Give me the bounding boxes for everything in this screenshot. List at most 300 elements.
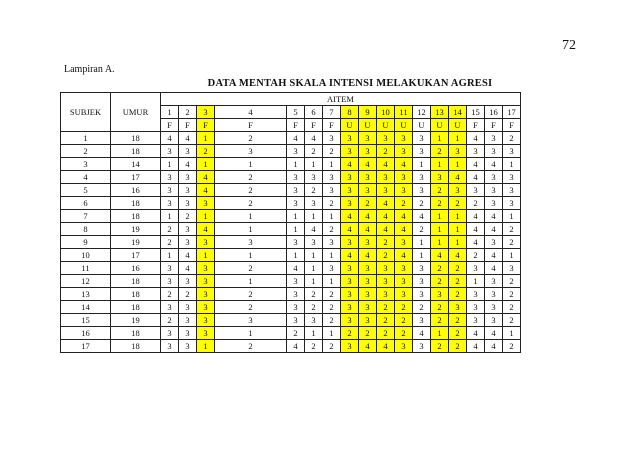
subject-cell: 2 (61, 145, 111, 158)
score-cell: 3 (179, 145, 197, 158)
table-row (61, 262, 521, 275)
score-cell: 3 (161, 275, 179, 288)
subject-cell: 1 (61, 132, 111, 145)
score-cell: 3 (305, 314, 323, 327)
score-cell: 2 (305, 301, 323, 314)
score-cell: 2 (323, 288, 341, 301)
score-cell: 3 (197, 197, 215, 210)
score-cell: 3 (485, 301, 503, 314)
score-cell: 4 (467, 236, 485, 249)
score-cell: 3 (179, 301, 197, 314)
score-cell: 4 (449, 249, 467, 262)
score-cell: 2 (449, 314, 467, 327)
score-cell: 4 (395, 249, 413, 262)
score-cell: 2 (431, 340, 449, 353)
score-cell: 2 (503, 132, 521, 145)
score-cell: 3 (467, 288, 485, 301)
age-cell: 18 (111, 210, 161, 223)
score-cell: 4 (305, 223, 323, 236)
item-number-header: 12 (413, 106, 431, 119)
subject-cell: 16 (61, 327, 111, 340)
score-cell: 4 (485, 249, 503, 262)
score-cell: 3 (359, 184, 377, 197)
score-cell: 3 (485, 171, 503, 184)
score-cell: 3 (179, 314, 197, 327)
score-cell: 3 (359, 262, 377, 275)
score-cell: 4 (467, 327, 485, 340)
score-cell: 2 (431, 262, 449, 275)
score-cell: 4 (197, 223, 215, 236)
score-cell: 3 (449, 301, 467, 314)
score-cell: 1 (215, 327, 287, 340)
score-cell: 3 (413, 145, 431, 158)
score-cell: 3 (197, 236, 215, 249)
score-cell: 3 (287, 171, 305, 184)
score-cell: 3 (359, 236, 377, 249)
score-cell: 4 (359, 223, 377, 236)
score-cell: 1 (431, 223, 449, 236)
score-cell: 4 (179, 132, 197, 145)
score-cell: 1 (161, 210, 179, 223)
item-number-header: 4 (215, 106, 287, 119)
score-cell: 2 (413, 301, 431, 314)
score-cell: 3 (395, 288, 413, 301)
score-cell: 1 (467, 275, 485, 288)
score-cell: 2 (377, 314, 395, 327)
score-cell: 4 (287, 132, 305, 145)
score-cell: 3 (467, 184, 485, 197)
score-cell: 4 (377, 210, 395, 223)
score-cell: 3 (323, 171, 341, 184)
score-cell: 1 (197, 340, 215, 353)
score-cell: 2 (359, 327, 377, 340)
score-cell: 3 (341, 184, 359, 197)
score-cell: 3 (197, 262, 215, 275)
item-type-header: F (485, 119, 503, 132)
score-cell: 2 (431, 275, 449, 288)
score-cell: 4 (431, 249, 449, 262)
score-cell: 1 (215, 158, 287, 171)
score-cell: 4 (485, 340, 503, 353)
score-cell: 1 (323, 210, 341, 223)
age-cell: 18 (111, 327, 161, 340)
score-cell: 4 (467, 158, 485, 171)
score-cell: 3 (179, 236, 197, 249)
score-cell: 4 (359, 340, 377, 353)
score-cell: 3 (215, 236, 287, 249)
score-cell: 3 (323, 262, 341, 275)
item-number-header: 17 (503, 106, 521, 119)
score-cell: 2 (323, 340, 341, 353)
score-cell: 2 (179, 210, 197, 223)
score-cell: 3 (485, 184, 503, 197)
score-cell: 1 (431, 236, 449, 249)
age-cell: 17 (111, 171, 161, 184)
score-cell: 2 (449, 327, 467, 340)
item-number-header: 7 (323, 106, 341, 119)
score-cell: 3 (179, 184, 197, 197)
item-type-header: F (179, 119, 197, 132)
score-cell: 3 (161, 184, 179, 197)
item-type-header: F (161, 119, 179, 132)
score-cell: 3 (359, 314, 377, 327)
score-cell: 2 (377, 145, 395, 158)
age-cell: 18 (111, 301, 161, 314)
score-cell: 2 (161, 223, 179, 236)
score-cell: 4 (377, 223, 395, 236)
score-cell: 1 (305, 327, 323, 340)
score-cell: 3 (161, 301, 179, 314)
score-cell: 3 (431, 171, 449, 184)
age-cell: 19 (111, 236, 161, 249)
score-cell: 3 (503, 171, 521, 184)
score-cell: 4 (197, 184, 215, 197)
score-cell: 1 (197, 158, 215, 171)
score-cell: 2 (449, 288, 467, 301)
score-cell: 3 (395, 340, 413, 353)
score-cell: 3 (359, 132, 377, 145)
score-cell: 2 (449, 197, 467, 210)
score-cell: 1 (323, 327, 341, 340)
age-cell: 18 (111, 275, 161, 288)
score-cell: 2 (413, 197, 431, 210)
score-cell: 3 (305, 171, 323, 184)
subject-cell: 5 (61, 184, 111, 197)
score-cell: 2 (377, 249, 395, 262)
score-cell: 2 (215, 301, 287, 314)
score-cell: 3 (341, 275, 359, 288)
score-cell: 3 (449, 184, 467, 197)
score-cell: 4 (467, 132, 485, 145)
score-cell: 3 (485, 197, 503, 210)
score-cell: 3 (485, 236, 503, 249)
table-row (61, 327, 521, 340)
subject-cell: 4 (61, 171, 111, 184)
score-cell: 2 (449, 275, 467, 288)
score-cell: 4 (197, 171, 215, 184)
score-cell: 3 (503, 184, 521, 197)
item-number-header: 14 (449, 106, 467, 119)
table-row (61, 145, 521, 158)
age-cell: 16 (111, 262, 161, 275)
score-cell: 1 (305, 249, 323, 262)
score-cell: 1 (323, 158, 341, 171)
score-cell: 4 (377, 197, 395, 210)
score-cell: 2 (395, 314, 413, 327)
item-type-header: F (503, 119, 521, 132)
score-cell: 3 (413, 340, 431, 353)
table-row (61, 223, 521, 236)
score-cell: 2 (503, 340, 521, 353)
score-cell: 3 (323, 236, 341, 249)
score-cell: 1 (215, 210, 287, 223)
score-cell: 2 (215, 197, 287, 210)
score-cell: 2 (323, 314, 341, 327)
score-cell: 2 (503, 288, 521, 301)
score-cell: 1 (305, 158, 323, 171)
score-cell: 3 (341, 171, 359, 184)
score-cell: 3 (161, 327, 179, 340)
score-cell: 3 (377, 262, 395, 275)
item-type-header: F (215, 119, 287, 132)
score-cell: 2 (215, 184, 287, 197)
score-cell: 1 (323, 249, 341, 262)
score-cell: 2 (359, 197, 377, 210)
age-cell: 17 (111, 249, 161, 262)
score-cell: 1 (431, 158, 449, 171)
score-cell: 3 (341, 236, 359, 249)
score-cell: 3 (485, 275, 503, 288)
score-cell: 3 (377, 171, 395, 184)
table-row (61, 340, 521, 353)
score-cell: 3 (161, 262, 179, 275)
header-subject: SUBJEK (61, 93, 111, 132)
subject-cell: 9 (61, 236, 111, 249)
score-cell: 3 (215, 314, 287, 327)
score-cell: 2 (323, 301, 341, 314)
subject-cell: 14 (61, 301, 111, 314)
score-cell: 3 (179, 340, 197, 353)
score-cell: 2 (377, 327, 395, 340)
score-cell: 1 (431, 132, 449, 145)
table-row (61, 236, 521, 249)
age-cell: 14 (111, 158, 161, 171)
score-cell: 2 (449, 262, 467, 275)
score-cell: 2 (449, 340, 467, 353)
score-cell: 3 (341, 288, 359, 301)
score-cell: 3 (287, 197, 305, 210)
score-cell: 1 (449, 223, 467, 236)
table-row (61, 171, 521, 184)
score-cell: 2 (215, 288, 287, 301)
score-cell: 1 (431, 327, 449, 340)
score-cell: 3 (395, 184, 413, 197)
score-cell: 2 (503, 314, 521, 327)
score-cell: 3 (287, 275, 305, 288)
table-body (61, 93, 521, 353)
item-number-header: 13 (431, 106, 449, 119)
score-cell: 2 (377, 236, 395, 249)
subject-cell: 7 (61, 210, 111, 223)
item-type-header: U (341, 119, 359, 132)
raw-data-table (60, 92, 521, 353)
score-cell: 3 (161, 171, 179, 184)
score-cell: 3 (305, 236, 323, 249)
score-cell: 2 (503, 275, 521, 288)
score-cell: 2 (305, 288, 323, 301)
score-cell: 4 (467, 210, 485, 223)
score-cell: 4 (287, 262, 305, 275)
score-cell: 3 (179, 223, 197, 236)
score-cell: 2 (395, 197, 413, 210)
score-cell: 2 (323, 223, 341, 236)
subject-cell: 17 (61, 340, 111, 353)
score-cell: 2 (341, 327, 359, 340)
score-cell: 1 (287, 210, 305, 223)
score-cell: 2 (431, 184, 449, 197)
score-cell: 1 (431, 210, 449, 223)
page-number: 72 (562, 38, 576, 53)
score-cell: 3 (341, 197, 359, 210)
score-cell: 3 (287, 301, 305, 314)
score-cell: 1 (305, 262, 323, 275)
score-cell: 3 (413, 275, 431, 288)
item-type-header: U (359, 119, 377, 132)
score-cell: 4 (341, 223, 359, 236)
score-cell: 3 (395, 171, 413, 184)
age-cell: 16 (111, 184, 161, 197)
item-number-header: 2 (179, 106, 197, 119)
item-type-header: U (413, 119, 431, 132)
score-cell: 4 (485, 223, 503, 236)
score-cell: 3 (485, 145, 503, 158)
item-type-header: F (197, 119, 215, 132)
age-cell: 18 (111, 288, 161, 301)
score-cell: 3 (305, 197, 323, 210)
score-cell: 1 (197, 249, 215, 262)
score-cell: 4 (467, 171, 485, 184)
score-cell: 2 (323, 197, 341, 210)
score-cell: 2 (215, 132, 287, 145)
score-cell: 1 (503, 210, 521, 223)
score-cell: 1 (161, 158, 179, 171)
score-cell: 3 (161, 197, 179, 210)
score-cell: 3 (449, 145, 467, 158)
score-cell: 3 (197, 301, 215, 314)
score-cell: 2 (161, 288, 179, 301)
score-cell: 1 (287, 249, 305, 262)
score-cell: 2 (413, 223, 431, 236)
score-cell: 1 (449, 158, 467, 171)
score-cell: 1 (503, 158, 521, 171)
score-cell: 4 (467, 340, 485, 353)
score-cell: 4 (395, 158, 413, 171)
score-cell: 3 (341, 314, 359, 327)
score-cell: 2 (503, 236, 521, 249)
table-row (61, 275, 521, 288)
header-row-item-label (61, 93, 521, 106)
score-cell: 3 (179, 171, 197, 184)
score-cell: 2 (431, 301, 449, 314)
table-row (61, 249, 521, 262)
subject-cell: 13 (61, 288, 111, 301)
item-number-header: 5 (287, 106, 305, 119)
score-cell: 4 (341, 158, 359, 171)
score-cell: 3 (377, 132, 395, 145)
score-cell: 3 (161, 145, 179, 158)
score-cell: 3 (179, 275, 197, 288)
score-cell: 3 (161, 340, 179, 353)
score-cell: 4 (485, 210, 503, 223)
score-cell: 2 (305, 184, 323, 197)
score-cell: 3 (503, 262, 521, 275)
score-cell: 1 (449, 132, 467, 145)
score-cell: 1 (413, 158, 431, 171)
score-cell: 2 (215, 171, 287, 184)
item-number-header: 6 (305, 106, 323, 119)
score-cell: 2 (161, 314, 179, 327)
score-cell: 3 (341, 262, 359, 275)
score-cell: 1 (197, 132, 215, 145)
score-cell: 1 (215, 223, 287, 236)
score-cell: 3 (179, 327, 197, 340)
score-cell: 4 (359, 210, 377, 223)
item-type-header: F (467, 119, 485, 132)
item-number-header: 8 (341, 106, 359, 119)
item-type-header: U (395, 119, 413, 132)
score-cell: 3 (287, 236, 305, 249)
item-number-header: 10 (377, 106, 395, 119)
item-number-header: 15 (467, 106, 485, 119)
score-cell: 2 (323, 145, 341, 158)
score-cell: 3 (395, 236, 413, 249)
item-type-header: U (431, 119, 449, 132)
score-cell: 4 (467, 223, 485, 236)
score-cell: 3 (413, 171, 431, 184)
item-type-header: F (287, 119, 305, 132)
score-cell: 3 (395, 262, 413, 275)
score-cell: 3 (467, 301, 485, 314)
score-cell: 3 (197, 288, 215, 301)
item-type-header: U (449, 119, 467, 132)
item-number-header: 9 (359, 106, 377, 119)
table-row (61, 197, 521, 210)
score-cell: 1 (305, 210, 323, 223)
subject-cell: 12 (61, 275, 111, 288)
score-cell: 3 (215, 145, 287, 158)
score-cell: 4 (305, 132, 323, 145)
score-cell: 4 (161, 132, 179, 145)
score-cell: 4 (359, 158, 377, 171)
score-cell: 3 (287, 184, 305, 197)
score-cell: 4 (377, 340, 395, 353)
score-cell: 3 (395, 275, 413, 288)
age-cell: 18 (111, 197, 161, 210)
score-cell: 4 (395, 210, 413, 223)
score-cell: 3 (377, 275, 395, 288)
table-row (61, 288, 521, 301)
score-cell: 3 (431, 288, 449, 301)
table-title: DATA MENTAH SKALA INTENSI MELAKUKAN AGRESI (207, 78, 493, 89)
header-age: UMUR (111, 93, 161, 132)
subject-cell: 11 (61, 262, 111, 275)
score-cell: 1 (413, 236, 431, 249)
score-cell: 4 (287, 340, 305, 353)
score-cell: 1 (215, 275, 287, 288)
score-cell: 2 (431, 197, 449, 210)
score-cell: 3 (485, 314, 503, 327)
score-cell: 3 (503, 197, 521, 210)
score-cell: 4 (179, 158, 197, 171)
subject-cell: 6 (61, 197, 111, 210)
item-number-header: 3 (197, 106, 215, 119)
score-cell: 1 (503, 249, 521, 262)
score-cell: 3 (359, 275, 377, 288)
score-cell: 2 (179, 288, 197, 301)
score-cell: 2 (431, 145, 449, 158)
score-cell: 2 (503, 223, 521, 236)
score-cell: 4 (377, 158, 395, 171)
score-cell: 3 (179, 197, 197, 210)
score-cell: 2 (197, 145, 215, 158)
score-cell: 1 (323, 275, 341, 288)
age-cell: 19 (111, 223, 161, 236)
score-cell: 2 (215, 340, 287, 353)
score-cell: 3 (341, 301, 359, 314)
table-row (61, 158, 521, 171)
score-cell: 3 (287, 314, 305, 327)
score-cell: 2 (395, 327, 413, 340)
